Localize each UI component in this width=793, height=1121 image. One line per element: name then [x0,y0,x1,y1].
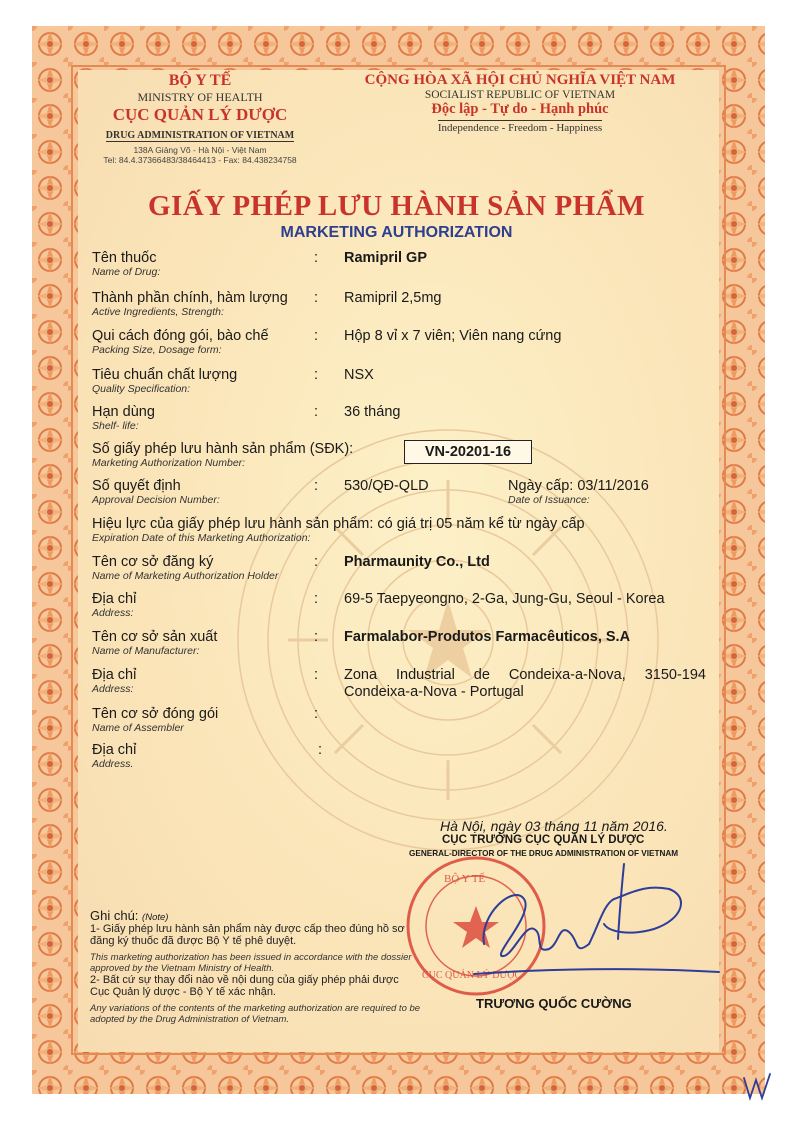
note-2-line1: 2- Bất cứ sự thay đổi nào về nội dung của giấy phép phải được [90,974,399,986]
department-address: 138A Giảng Võ - Hà Nội - Việt Nam [133,145,267,155]
note-2-line2: Cục Quản lý dược - Bộ Y tế xác nhận. [90,986,276,998]
field-sublabel: Active Ingredients, Strength: [92,306,224,318]
field-colon: : [314,250,319,266]
field-shelf-life [92,404,155,432]
field-manufacturer [92,629,217,657]
ingredients-value: Ramipril 2,5mg [344,290,442,306]
field-colon: : [314,478,319,494]
field-sublabel: Approval Decision Number: [92,494,220,506]
field-ingredients [92,290,288,318]
field-sublabel: Marketing Authorization Number: [92,457,246,469]
field-ma-number [92,441,353,469]
signer-title-en: GENERAL-DIRECTOR OF THE DRUG ADMINISTRATION OF VIETNAM [409,849,679,858]
quality-value: NSX [344,367,374,383]
notes-section [90,908,440,1025]
notes-heading: Ghi chú: [90,908,139,923]
note-1-line2: đăng ký thuốc đã được Bộ Y tế phê duyệt. [90,935,297,947]
seal-bottom-text: CỤC QUẢN LÝ DƯỢC [422,970,522,981]
note-2-en-line1: Any variations of the contents of the marketing authorization are required to be [90,1003,421,1014]
field-holder [92,554,278,582]
field-assembler [92,706,218,734]
field-label: Tên thuốc [92,250,157,266]
field-sublabel: Name of Assembler [92,722,184,734]
department-contact: Tel: 84.4.37366483/38464413 - Fax: 84.438234758 [103,155,297,165]
field-sublabel: Name of Manufacturer: [92,645,200,657]
field-label: Số giấy phép lưu hành sản phẩm (SĐK): [92,441,354,457]
field-sublabel: Shelf- life: [92,420,139,432]
field-sublabel: Address: [92,683,134,695]
field-sublabel: Packing Size, Dosage form: [92,344,222,356]
field-label: Tiêu chuẩn chất lượng [92,367,238,383]
field-label: Số quyết định [92,478,181,494]
packing-value: Hộp 8 vỉ x 7 viên; Viên nang cứng [344,328,562,344]
place-date: Hà Nội, ngày 03 tháng 11 năm 2016. [440,818,668,834]
note-2-en-line2: adopted by the Drug Administration of Vietnam. [90,1014,290,1025]
drug-name-value: Ramipril GP [344,250,427,266]
field-decision [92,478,220,506]
manufacturer-address-line1: Zona Industrial de Condeixa-a-Nova, 3150-194 [344,667,706,683]
field-expiration [92,516,585,544]
field-sublabel: Address: [92,607,134,619]
field-colon: : [314,404,319,420]
field-colon: : [314,554,319,570]
field-label: Hạn dùng [92,404,155,420]
motto-vn: Độc lập - Tự do - Hạnh phúc [431,101,609,117]
field-label: Tên cơ sở đóng gói [92,706,219,722]
country-en: SOCIALIST REPUBLIC OF VIETNAM [424,89,616,101]
country-header [345,72,695,136]
issuance-date-sublabel: Date of Issuance: [508,494,590,506]
field-colon: : [314,367,319,383]
field-label: Qui cách đóng gói, bào chế [92,328,269,344]
shelf-life-value: 36 tháng [344,404,401,420]
ministry-header [80,72,320,165]
field-sublabel: Quality Specification: [92,383,191,395]
field-colon: : [314,591,319,607]
motto-en: Independence - Freedom - Happiness [437,122,603,134]
field-label: Địa chỉ [92,591,137,607]
seal-top-text: BỘ Y TẾ [444,873,486,885]
field-label: Tên cơ sở sản xuất [92,629,218,645]
document-subtitle: MARKETING AUTHORIZATION [280,224,513,241]
field-label: Hiệu lực của giấy phép lưu hành sản phẩm: có giá trị 05 năm kể từ ngày cấp [92,516,585,532]
field-label: Thành phần chính, hàm lượng [92,290,288,306]
country-vn: CỘNG HÒA XÃ HỘI CHỦ NGHĨA VIỆT NAM [364,72,676,88]
note-1-line1: 1- Giấy phép lưu hành sản phẩm này được cấp theo đúng hồ sơ [90,923,405,935]
field-sublabel: Name of Marketing Authorization Holder [92,570,279,582]
field-sublabel: Name of Drug: [92,266,161,278]
issuance-date [508,478,649,506]
department-vn: CỤC QUẢN LÝ DƯỢC [112,105,288,124]
field-label: Tên cơ sở đăng ký [92,554,214,570]
field-colon: : [314,290,319,306]
notes-heading-en: (Note) [142,912,169,923]
ma-number-box: VN-20201-16 [404,440,532,464]
issuance-date-value: Ngày cấp: 03/11/2016 [508,478,649,494]
field-packing [92,328,269,356]
holder-address-value: 69-5 Taepyeongno, 2-Ga, Jung-Gu, Seoul - Korea [344,591,665,607]
field-colon: : [314,667,319,683]
initial-mark [738,1068,778,1108]
field-holder-address [92,591,136,619]
signer-title-vn: CỤC TRƯỞNG CỤC QUẢN LÝ DƯỢC [442,834,645,846]
field-quality [92,367,237,395]
field-label: Địa chỉ [92,742,137,758]
manufacturer-value: Farmalabor-Produtos Farmacêuticos, S.A [344,629,631,645]
ministry-vn: BỘ Y TẾ [168,72,232,89]
field-colon: : [314,328,319,344]
field-sublabel: Address. [92,758,134,770]
holder-value: Pharmaunity Co., Ltd [344,554,490,570]
department-en: DRUG ADMINISTRATION OF VIETNAM [105,130,295,141]
field-label: Địa chỉ [92,667,137,683]
field-assembler-address [92,742,136,770]
ministry-en: MINISTRY OF HEALTH [137,90,263,104]
manufacturer-address-line2: Condeixa-a-Nova - Portugal [344,684,524,700]
document-title: GIẤY PHÉP LƯU HÀNH SẢN PHẨM [147,190,646,222]
signer-name: TRƯƠNG QUỐC CƯỜNG [476,996,632,1011]
note-1-en-line2: approved by the Vietnam Ministry of Health. [90,963,275,974]
handwritten-signature [474,864,719,974]
field-drug-name [92,250,160,278]
field-sublabel: Expiration Date of this Marketing Authorization: [92,532,311,544]
field-manufacturer-address [92,667,136,695]
decision-value: 530/QĐ-QLD [344,478,429,494]
field-colon: : [318,742,323,758]
field-colon: : [314,629,319,645]
field-colon: : [314,706,319,722]
note-1-en-line1: This marketing authorization has been issued in accordance with the dossier [90,952,412,963]
